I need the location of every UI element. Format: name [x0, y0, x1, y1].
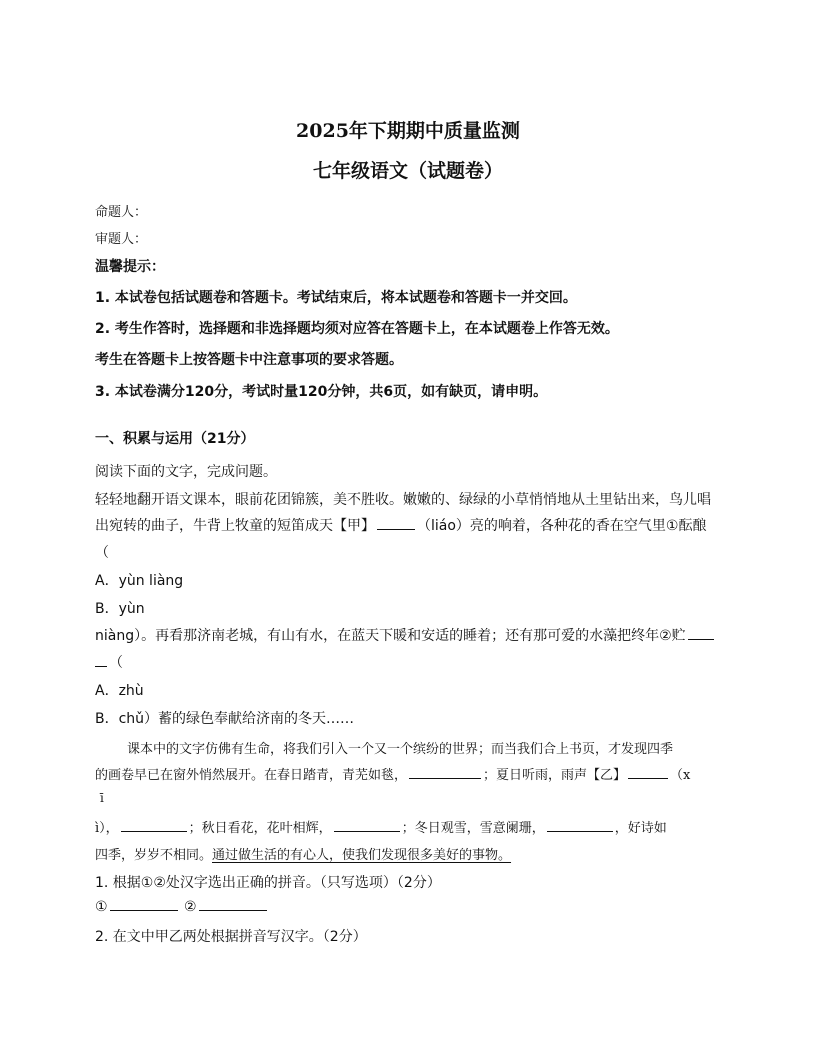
kai-line-4d: ，好诗如 — [614, 821, 667, 836]
kai-line-5a: 四季，岁岁不相同。 — [95, 848, 213, 863]
author-label: 命题人： — [95, 205, 148, 220]
kai-line-5 — [95, 844, 511, 863]
underlined-sentence: 通过做生活的有心人，使我们发现很多美好的事物。 — [212, 848, 512, 863]
option-b-2: B．chǔ）蓄的绿色奉献给济南的冬天…… — [95, 711, 355, 727]
passage-line-3: （ — [95, 545, 109, 561]
blank-jia — [377, 528, 415, 530]
kai-line-3: ī — [100, 791, 104, 805]
kai-line-2c: （x — [670, 768, 691, 783]
blank-zhu-1 — [688, 638, 714, 640]
passage-line-5-text: （ — [109, 655, 123, 671]
notice-item-2b: 考生在答题卡上按答题卡中注意事项的要求答题。 — [95, 352, 403, 368]
answer-blank-1 — [110, 909, 178, 911]
kai-line-4b: ；秋日看花，花叶相辉， — [188, 821, 332, 836]
question-1-answer — [95, 899, 269, 915]
passage-line-2 — [95, 515, 706, 535]
notice-item-1: 1. 本试卷包括试题卷和答题卡。考试结束后，将本试题卷和答题卡一并交回。 — [95, 290, 577, 306]
blank-winter — [547, 830, 613, 832]
section-heading: 一、积累与运用（21分） — [95, 431, 255, 447]
exam-title: 2025年下期期中质量监测 — [296, 120, 520, 142]
notice-item-3: 3. 本试卷满分120分，考试时量120分钟，共6页，如有缺页，请申明。 — [95, 384, 548, 400]
question-1: 1. 根据①②处汉字选出正确的拼音。（只写选项）（2分） — [95, 875, 441, 891]
question-2: 2. 在文中甲乙两处根据拼音写汉字。（2分） — [95, 929, 367, 945]
kai-line-2b: ；夏日听雨，雨声【乙】 — [483, 768, 627, 783]
answer-label-2: ② — [184, 899, 197, 915]
notice-item-2: 2. 考生作答时，选择题和非选择题均须对应答在答题卡上，在本试题卷上作答无效。 — [95, 321, 619, 337]
kai-line-2a: 的画卷早已在窗外悄然展开。在春日踏青，青芜如毯， — [95, 768, 408, 783]
passage-line-5 — [95, 652, 123, 672]
passage-line-4a: niàng）。再看那济南老城，有山有水，在蓝天下暖和安适的睡着；还有那可爱的水藻把终年②贮 — [95, 628, 686, 644]
kai-line-2 — [95, 764, 690, 783]
option-a-2: A．zhù — [95, 683, 144, 699]
blank-yi — [628, 777, 668, 779]
blank-zhu-2 — [95, 665, 107, 667]
notice-heading: 温馨提示： — [95, 259, 165, 275]
blank-autumn — [334, 830, 400, 832]
kai-line-1: 课本中的文字仿佛有生命，将我们引入一个又一个缤纷的世界；而当我们合上书页，才发现四季 — [127, 742, 674, 757]
answer-label-1: ① — [95, 899, 108, 915]
passage-line-1: 轻轻地翻开语文课本，眼前花团锦簇，美不胜收。嫩嫩的、绿绿的小草悄悄地从土里钻出来，鸟儿唱 — [95, 492, 711, 508]
passage-line-4 — [95, 625, 716, 645]
option-a-1: A．yùn liàng — [95, 573, 184, 589]
option-b-1: B．yùn — [95, 601, 145, 617]
blank-summer-2 — [121, 830, 187, 832]
exam-subtitle: 七年级语文（试题卷） — [312, 160, 503, 182]
kai-line-4 — [95, 817, 667, 836]
passage-line-2a: 出宛转的曲子，牛背上牧童的短笛成天【甲】 — [95, 518, 375, 534]
answer-blank-2 — [199, 909, 267, 911]
kai-line-4a: ì）， — [95, 821, 119, 836]
kai-line-4c: ；冬日观雪，雪意阑珊， — [401, 821, 545, 836]
section-intro: 阅读下面的文字，完成问题。 — [95, 464, 277, 480]
reviewer-label: 审题人： — [95, 232, 148, 247]
passage-line-2b: （liáo）亮的响着，各种花的香在空气里①酝酿 — [417, 518, 707, 534]
blank-summer-1 — [409, 777, 481, 779]
